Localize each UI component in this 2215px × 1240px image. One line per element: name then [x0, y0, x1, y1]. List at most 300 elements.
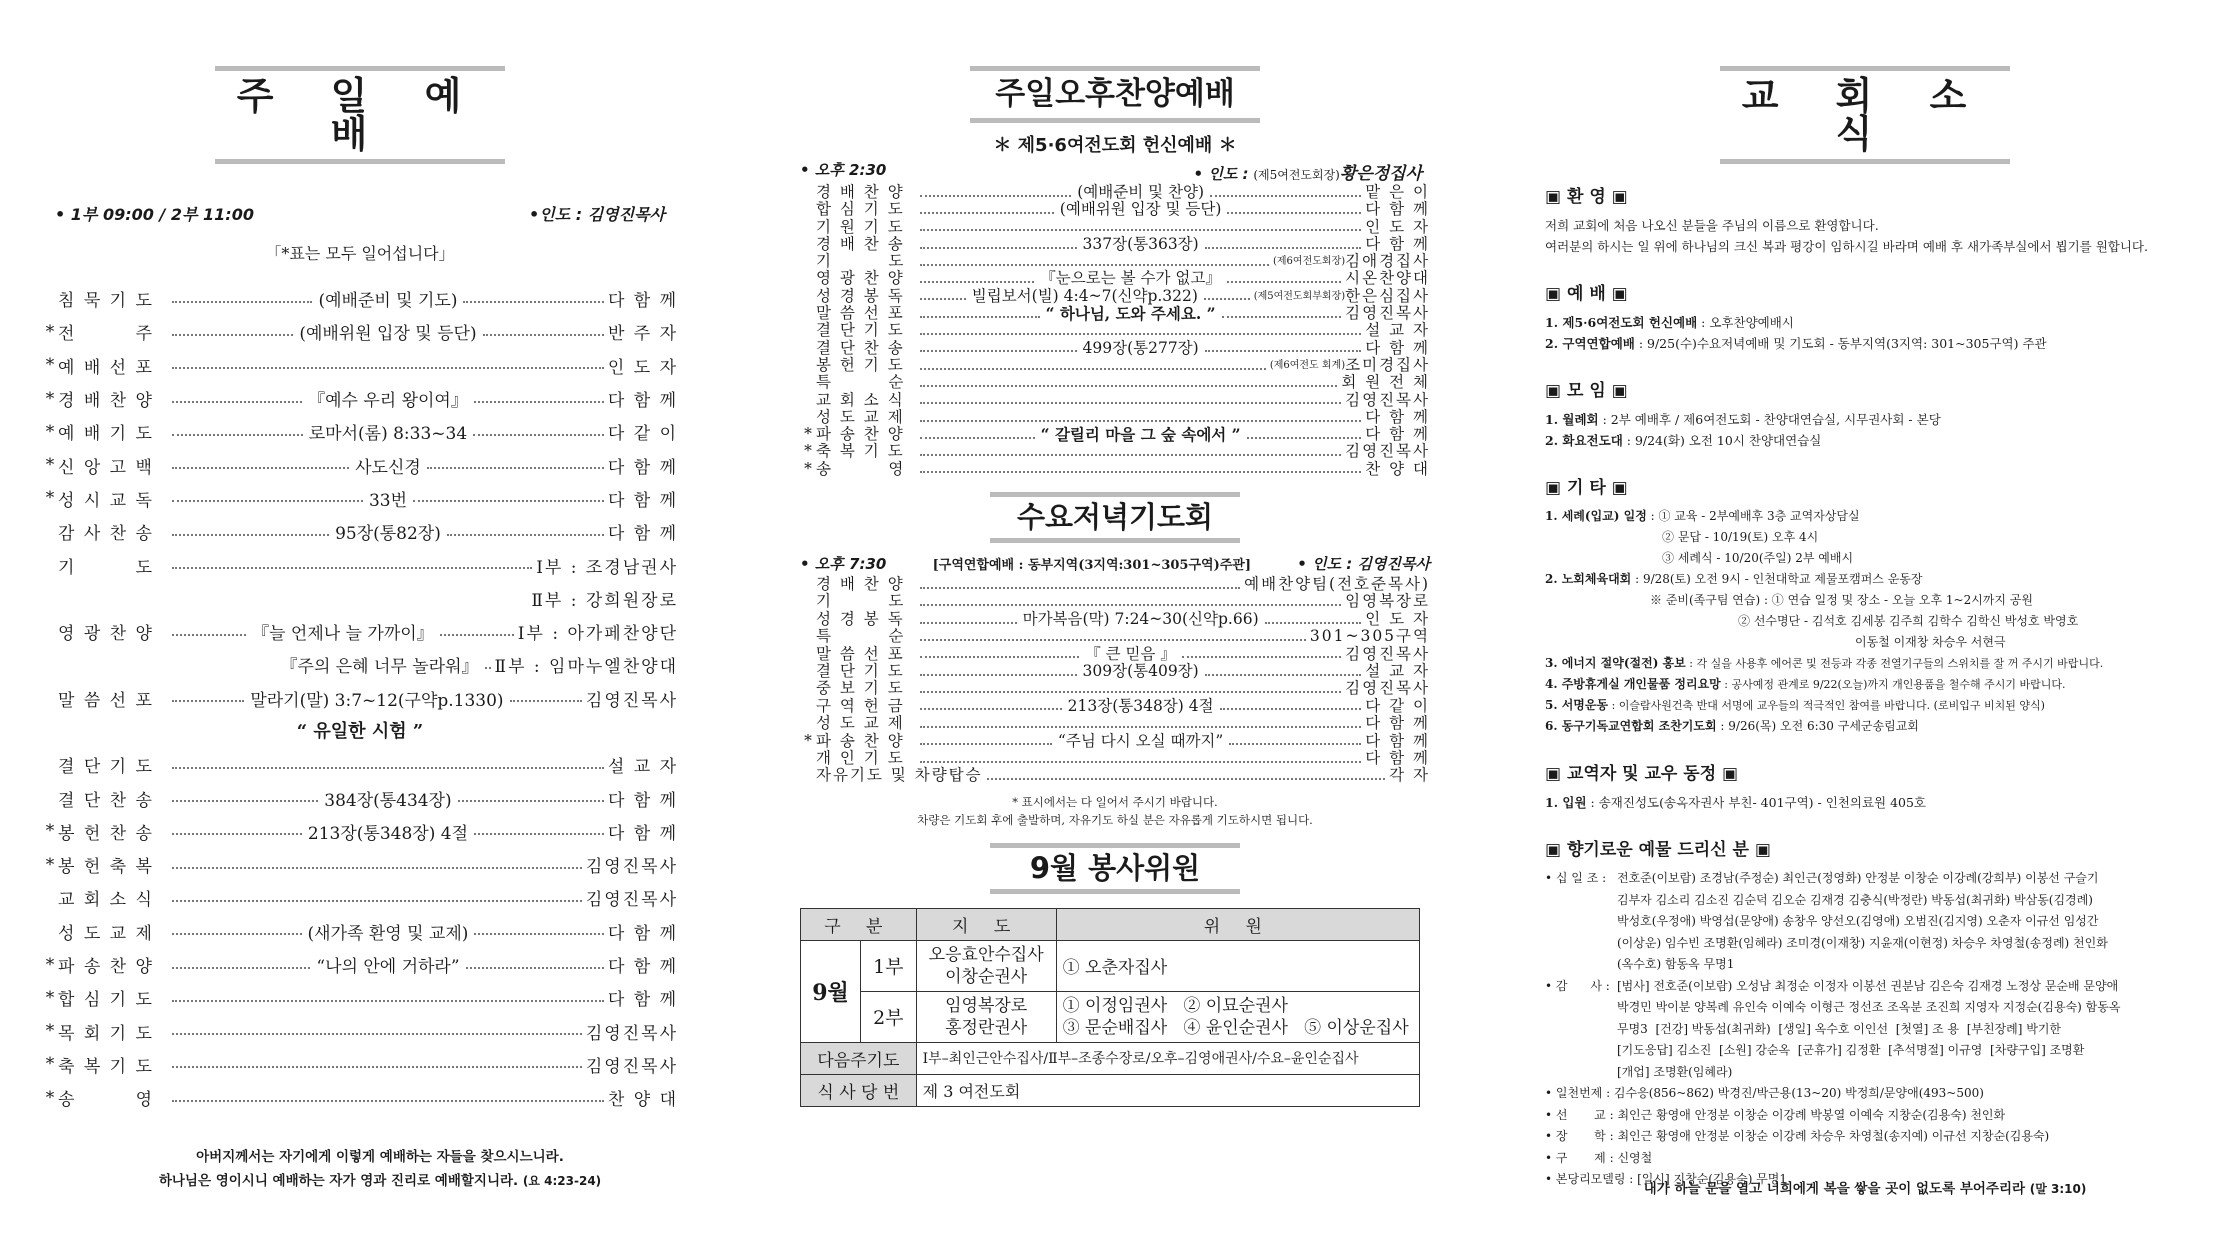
- vehicle-note: 차량은 기도회 후에 출발하며, 자유기도 하실 분은 자유롭게 기도하시면 됩니다.: [917, 812, 1313, 827]
- order-note: (제6여전도 회계): [1269, 359, 1346, 371]
- afternoon-worship-column: [800, 0, 1430, 1240]
- order-title: 기 도: [816, 252, 906, 271]
- order-detail: (예배위원 입장 및 등단): [1059, 200, 1222, 219]
- order-title: 말 씀 선 포: [816, 304, 905, 323]
- dot-leader: [172, 367, 604, 369]
- standing-mark: *: [45, 421, 55, 442]
- verse-line-2: 하나님은 영이시니 예배하는 자가 영과 진리로 예배할지니라.: [158, 1173, 519, 1189]
- order-detail: 213장(통348장) 4절: [1067, 696, 1214, 715]
- order-item: [800, 374, 1430, 391]
- order-title: 경 배 찬 양: [816, 183, 905, 201]
- dot-leader: [172, 301, 312, 303]
- tithe-group: [1545, 868, 2185, 976]
- order-person: 인 도 자: [607, 357, 678, 378]
- etc-item-3: [1545, 653, 2185, 674]
- order-title: 특 순: [816, 373, 906, 392]
- order-title: 기 도: [58, 557, 155, 578]
- order-title: 경 배 찬 송: [816, 234, 905, 253]
- order-item: [42, 981, 678, 1014]
- order-title: 결 단 기 도: [816, 662, 905, 680]
- dot-leader: [483, 334, 604, 336]
- dot-leader: [1227, 212, 1361, 214]
- standing-mark: *: [45, 388, 55, 409]
- order-note: (제5여전도회부회장): [1253, 290, 1346, 302]
- worship-item-2-text: : 9/25(수)수요저녁예배 및 기도회 - 동부지역(3지역: 301~305구역) 주관: [1634, 336, 2047, 351]
- order-detail: 빌립보서(빌) 4:4~7(신약p.322): [971, 286, 1198, 305]
- part2-cell: 2부: [861, 991, 917, 1042]
- order-item: [42, 1015, 678, 1048]
- order-detail: 337장(통363장): [1082, 234, 1199, 253]
- order-item: [800, 628, 1430, 645]
- order-detail: 『늘 언제나 늘 가까이』: [252, 624, 434, 645]
- wednesday-note: [구역연합예배 : 동부지역(3지역:301~305구역)주관]: [932, 558, 1252, 574]
- standing-mark: *: [45, 987, 55, 1008]
- order-item: [800, 409, 1430, 426]
- service-subtitle: ＊ 제5·6여전도회 헌신예배 ＊: [993, 135, 1237, 156]
- dot-leader: [172, 401, 302, 403]
- standing-mark: *: [45, 1087, 55, 1108]
- order-detail: 로마서(롬) 8:33~34: [308, 424, 468, 445]
- order-person: 임영복장로: [1345, 592, 1430, 611]
- etc-item-1-line-3: ③ 세례식 - 10/20(주일) 2부 예배시: [1662, 551, 1854, 565]
- order-title: 예 배 선 포: [58, 357, 154, 378]
- order-person: Ⅱ부 : 임마누엘찬양대: [494, 657, 678, 678]
- order-title: 영 광 찬 양: [816, 269, 905, 288]
- meeting-item-1-title: 1. 월례회: [1545, 412, 1599, 427]
- order-title: 축 복 기 도: [816, 442, 905, 461]
- order-person: 김영진목사: [1345, 304, 1430, 323]
- dot-leader: [172, 767, 604, 769]
- dot-leader: [172, 833, 302, 835]
- order-person: 다 함 께: [607, 490, 679, 511]
- dot-leader: [1227, 281, 1341, 283]
- order-person: 김영진목사: [585, 1023, 678, 1044]
- dot-leader: [920, 212, 1054, 214]
- order-person: 다 함 께: [1365, 714, 1430, 733]
- dot-leader: [920, 385, 1337, 387]
- dot-leader: [172, 1100, 604, 1102]
- worship-item-2-title: 2. 구역연합예배: [1545, 336, 1635, 351]
- dot-leader: [172, 967, 310, 969]
- order-detail: 『주의 은혜 너무 놀라워』: [280, 657, 479, 678]
- dot-leader: [920, 639, 1306, 641]
- welcome-heading: ▣ 환 영 ▣: [1545, 187, 1628, 207]
- order-item: [800, 767, 1430, 784]
- order-detail: 『예수 우리 왕이여』: [308, 391, 468, 412]
- order-item: [42, 848, 678, 881]
- order-person: 다 함 께: [607, 524, 678, 545]
- dot-leader: [920, 708, 1062, 710]
- next-prayer-value: Ⅰ부–최인근안수집사/Ⅱ부–조종수장로/오후–김영애권사/수요–윤인순집사: [916, 1042, 1419, 1074]
- closing-verse-ref: (말 3:10): [2029, 1182, 2087, 1196]
- dot-leader: [1210, 195, 1361, 197]
- standing-note: 「*표는 모두 일어섭니다」: [265, 244, 455, 263]
- afternoon-leader-org: (제5여전도회장): [1253, 168, 1340, 182]
- order-detail: 95장(통82장): [335, 524, 441, 545]
- dot-leader: [920, 350, 1077, 352]
- thanks-names: [1617, 976, 2120, 1084]
- table-row: [801, 1074, 1420, 1106]
- welcome-section: [1545, 215, 2185, 257]
- standing-mark: *: [45, 455, 55, 476]
- order-item: [800, 357, 1430, 374]
- order-title: 구 역 헌 금: [816, 696, 905, 715]
- order-item: [42, 349, 678, 382]
- dot-leader: [440, 634, 514, 636]
- wednesday-notes: [800, 793, 1430, 829]
- meeting-section: [1545, 409, 2185, 451]
- wednesday-time: • 오후 7:30: [800, 555, 887, 574]
- dot-leader: [920, 691, 1341, 693]
- order-item: [42, 615, 678, 648]
- order-person: Ⅰ부 : 아가페찬양단: [517, 624, 678, 645]
- order-title: 결 단 기 도: [58, 757, 154, 778]
- etc-item-1-line-2: ② 문답 - 10/19(토) 오후 4시: [1662, 530, 1819, 544]
- order-title: 파 송 찬 양: [816, 731, 905, 750]
- order-title: 송 영: [816, 459, 906, 478]
- service-info: [40, 202, 680, 225]
- dot-leader: [920, 761, 1361, 763]
- order-item: [800, 270, 1430, 287]
- order-title: 기 도: [816, 592, 906, 611]
- thanks-label: • 감 사 :: [1545, 978, 1610, 993]
- tithe-line-1: 전호준(이보람) 조경남(주정순) 최인근(정영화) 안정분 이창순 이강례(강희부) 이봉선 구슬기: [1617, 871, 2099, 885]
- meeting-item-2: [1545, 430, 2185, 451]
- order-person: 301~305구역: [1309, 627, 1430, 646]
- order-detail: (예배준비 및 기도): [318, 291, 458, 312]
- order-title: 개 인 기 도: [816, 748, 905, 767]
- etc-item-1: [1545, 506, 2185, 527]
- part1-members: ① 오춘자집사: [1056, 940, 1419, 991]
- afternoon-leader-label: • 인도 :: [1193, 165, 1249, 183]
- order-person: 설 교 자: [607, 757, 678, 778]
- scholarship-line: • 장 학 : 최인근 황영애 안정분 이창순 이강례 차승우 차영철(송지예) 이규선 지창순(김용숙): [1545, 1129, 2050, 1143]
- dot-leader: [1182, 656, 1341, 658]
- order-item: [42, 382, 678, 415]
- sermon-title: “ 유일한 시험 ”: [296, 720, 424, 742]
- dot-leader: [920, 195, 1071, 197]
- order-title: 전 주: [58, 324, 155, 345]
- order-detail: 『눈으로는 볼 수가 없고』: [1040, 269, 1221, 288]
- order-title: 봉 헌 기 도: [816, 355, 905, 374]
- standing-mark: *: [45, 488, 55, 509]
- part2-leader-a: 임영복장로: [945, 995, 1028, 1016]
- order-person: Ⅰ부 : 조경남권사: [536, 557, 678, 578]
- header-division: 구 분: [801, 908, 917, 940]
- part1-leaders: [916, 940, 1056, 991]
- dot-leader: [485, 667, 491, 669]
- tithe-line-4: (이상운) 임수빈 조명환(임혜라) 조미경(이재창) 지윤재(이현정) 차승우 차영철(송정례) 천인화: [1617, 935, 2108, 950]
- order-detail: 499장(통277장): [1082, 338, 1199, 357]
- dot-leader: [172, 1066, 582, 1068]
- order-detail: “ 갈릴리 마을 그 숲 속에서 ”: [1040, 425, 1241, 445]
- etc-item-2-text: : 9/28(토) 오전 9시 - 인천대학교 제물포캠퍼스 운동장: [1631, 572, 1923, 586]
- closing-verse-text: 내가 하늘 문을 열고 너희에게 복을 쌓을 곳이 없도록 부어주리라: [1643, 1181, 2026, 1197]
- dot-leader: [920, 247, 1077, 249]
- meeting-item-2-title: 2. 화요전도대: [1545, 433, 1623, 448]
- dot-leader: [458, 800, 604, 802]
- dot-leader: [920, 316, 1040, 318]
- meeting-item-2-text: : 9/24(화) 오전 10시 찬양대연습실: [1622, 433, 1822, 448]
- order-item: [800, 663, 1430, 680]
- meal-duty-label: 식 사 당 번: [801, 1074, 917, 1106]
- etc-item-6-title: 6. 동구기독교연합회 조찬기도회: [1545, 719, 1717, 733]
- dot-leader: [172, 800, 318, 802]
- afternoon-leader-name: 황은정집사: [1339, 164, 1422, 184]
- order-title: 신 앙 고 백: [58, 457, 154, 478]
- sunday-worship-column: [40, 0, 680, 1240]
- order-item: [800, 201, 1430, 218]
- worship-item-1: [1545, 312, 2185, 333]
- order-item: [42, 448, 678, 481]
- order-title: 기 원 기 도: [816, 217, 905, 236]
- standing-mark: *: [804, 425, 812, 444]
- order-title: 교 회 소 식: [816, 390, 905, 409]
- order-item: [800, 288, 1430, 305]
- order-title: 교 회 소 식: [58, 890, 154, 911]
- worship-heading: ▣ 예 배 ▣: [1545, 284, 1628, 304]
- news-item-1-text: : 송재진성도(송옥자권사 부친- 401구역) - 인천의료원 405호: [1586, 795, 1927, 810]
- standing-note-2: * 표시에서는 다 일어서 주시기 바랍니다.: [1012, 794, 1218, 809]
- thanks-line-2: 박경민 박이분 양복례 유인숙 이예숙 이형근 정선조 조옥분 조진희 지영자 지정순(김용숙) 함동옥: [1617, 1000, 2121, 1014]
- order-title: 성 도 교 제: [816, 714, 905, 733]
- order-title: 경 배 찬 양: [58, 391, 154, 412]
- order-item: [800, 392, 1430, 409]
- order-detail: 『 큰 믿음 』: [1085, 644, 1176, 663]
- dot-leader: [920, 368, 1266, 370]
- dot-leader: [920, 656, 1079, 658]
- tithe-names: [1617, 868, 2108, 976]
- order-title: 말 씀 선 포: [58, 690, 154, 711]
- order-person: 다 함 께: [607, 957, 679, 978]
- etc-item-6-text: : 9/26(목) 오전 6:30 구세군송림교회: [1716, 719, 1919, 733]
- afternoon-info: [800, 159, 1430, 184]
- order-detail: 309장(통409장): [1082, 662, 1199, 680]
- dot-leader: [172, 434, 303, 436]
- dot-leader: [172, 933, 302, 935]
- order-title: 말 씀 선 포: [816, 644, 905, 663]
- order-person: 반 주 자: [607, 324, 679, 345]
- order-item: [42, 582, 678, 615]
- etc-item-3-text: : 각 실을 사용후 에어콘 및 전등과 각종 전열기구들의 스위치를 잘 꺼 주시기 바랍니다.: [1685, 657, 2104, 670]
- order-item: [42, 682, 678, 715]
- dot-leader: [474, 833, 604, 835]
- dot-leader: [172, 900, 582, 902]
- part2-members: [1056, 991, 1419, 1042]
- order-item: [42, 881, 678, 914]
- news-section: [1545, 792, 2185, 813]
- dot-leader: [920, 604, 1341, 606]
- standing-mark: *: [45, 954, 55, 975]
- next-prayer-label: 다음주기도: [801, 1042, 917, 1074]
- order-item: [800, 322, 1430, 339]
- part2-leader-b: 홍정란권사: [945, 1017, 1028, 1038]
- order-item: [800, 733, 1430, 750]
- header-members: 위 원: [1056, 908, 1419, 940]
- etc-item-5-title: 5. 서명운동: [1545, 698, 1609, 712]
- welcome-line-1: 저희 교회에 처음 나오신 분들을 주님의 이름으로 환영합니다.: [1545, 218, 1879, 233]
- dot-leader: [172, 867, 582, 869]
- dot-leader: [474, 933, 604, 935]
- etc-item-2: [1545, 569, 2185, 590]
- worship-item-1-title: 1. 제5·6여전도회 헌신예배: [1545, 315, 1698, 330]
- order-detail: 33번: [368, 490, 407, 511]
- dot-leader: [1265, 622, 1362, 624]
- dot-leader: [1205, 674, 1362, 676]
- etc-item-4-text: : 공사예정 관계로 9/22(오늘)까지 개인용품을 철수해 주시기 바랍니다.: [1720, 678, 2066, 691]
- part2-members-line-2: ③ 문순배집사 ④ 윤인순권사 ⑤ 이상운집사: [1062, 1017, 1409, 1038]
- order-detail: (새가족 환영 및 교제): [307, 923, 469, 944]
- order-item: [800, 426, 1430, 443]
- order-title: 성 도 교 제: [816, 407, 905, 426]
- order-person: 다 함 께: [1365, 407, 1430, 426]
- order-person: 다 함 께: [607, 823, 678, 844]
- etc-item-6: [1545, 716, 2185, 737]
- order-title: 침 묵 기 도: [58, 291, 154, 312]
- dot-leader: [172, 334, 293, 336]
- order-item: [800, 236, 1430, 253]
- thanks-group: [1545, 976, 2185, 1084]
- worship-item-1-text: : 오후찬양예배시: [1697, 315, 1794, 330]
- dot-leader: [463, 301, 603, 303]
- month-cell: 9월: [801, 940, 861, 1042]
- order-title: 성 도 교 제: [58, 923, 154, 944]
- remodeling-line: • 본당리모델링 : [일시] 지창순(김용숙) 무명1: [1545, 1172, 1788, 1186]
- order-person: 다 함 께: [607, 790, 679, 811]
- order-title: 성 시 교 독: [58, 490, 154, 511]
- order-person: 다 함 께: [607, 391, 678, 412]
- order-person: 찬 양 대: [607, 1090, 678, 1111]
- order-detail: (예배준비 및 찬양): [1077, 183, 1204, 201]
- order-item: [42, 815, 678, 848]
- burnt-offering-line: • 일천번제 : 김수응(856~862) 박경진/박근용(13~20) 박정희/문양애(493~500): [1545, 1086, 1984, 1100]
- standing-mark: *: [804, 459, 812, 478]
- dot-leader: [920, 743, 1052, 745]
- tithe-line-3: 박성호(우정애) 박영섭(문양애) 송창우 양선오(김영애) 오범진(김지영) 오춘자 이규선 임성간: [1617, 914, 2099, 928]
- order-title: 목 회 기 도: [58, 1023, 154, 1044]
- order-item: [42, 781, 678, 814]
- thanks-line-4: [기도응답] 김소진 [소원] 강순옥 [군휴가] 김정환 [추석명절] 이규영 [차량구입] 조명환: [1617, 1043, 2085, 1057]
- order-item: [800, 443, 1430, 460]
- wednesday-order-list: [800, 576, 1430, 785]
- order-detail: 마가복음(막) 7:24~30(신약p.66): [1022, 609, 1259, 628]
- order-person: 다 함 께: [607, 291, 679, 312]
- order-title: 예 배 기 도: [58, 424, 154, 445]
- volunteers-table: [800, 908, 1420, 1107]
- dot-leader: [172, 1000, 604, 1002]
- worship-item-2: [1545, 333, 2185, 354]
- etc-item-3-title: 3. 에너지 절약(절전) 홍보: [1545, 656, 1686, 670]
- etc-item-5-text: : 이슬람사원건축 반대 서명에 교우들의 적극적인 참여를 바랍니다. (로비입구 비치된 양식): [1608, 699, 2045, 712]
- order-item: [800, 576, 1430, 593]
- dot-leader: [1222, 316, 1342, 318]
- order-item: [42, 315, 678, 348]
- table-row: [801, 991, 1420, 1042]
- dot-leader: [920, 333, 1361, 335]
- order-person: 김영진목사: [1345, 390, 1430, 409]
- dot-leader: [920, 622, 1017, 624]
- order-person: 시온찬양대: [1345, 269, 1431, 288]
- order-person: 인 도 자: [1365, 217, 1430, 236]
- order-detail: “나의 안에 거하라”: [316, 957, 460, 978]
- dot-leader: [920, 471, 1361, 473]
- order-title: 축 복 기 도: [58, 1056, 154, 1077]
- standing-mark: *: [45, 355, 55, 376]
- dot-leader: [920, 674, 1077, 676]
- wednesday-leader: • 인도 : 김영진목사: [1297, 555, 1430, 574]
- order-item: [800, 646, 1430, 663]
- afternoon-order-list: [800, 184, 1430, 478]
- order-note: (제6여전도회장): [1273, 256, 1346, 268]
- part1-cell: 1부: [861, 940, 917, 991]
- order-title: 경 배 찬 양: [816, 575, 905, 594]
- dot-leader: [172, 534, 329, 536]
- meal-duty-value: 제 3 여전도회: [916, 1074, 1419, 1106]
- meeting-item-1-text: : 2부 예배후 / 제6여전도회 - 찬양대연습실, 시무권사회 - 본당: [1598, 412, 1941, 427]
- mission-line: • 선 교 : 최인근 황영애 안정분 이창순 이강례 박봉열 이예숙 지창순(김용숙) 천인화: [1545, 1107, 2006, 1122]
- order-person: 김영진목사: [1345, 442, 1430, 461]
- order-item: [800, 461, 1430, 478]
- order-title: 자유기도 및 차량탑승: [816, 766, 983, 785]
- dot-leader: [1229, 743, 1361, 745]
- etc-item-2-line-4: 이동철 이재창 차승우 서현극: [1855, 635, 2006, 649]
- order-person: 김영진목사: [1345, 644, 1431, 663]
- order-title: 영 광 찬 양: [58, 624, 154, 645]
- order-person: 설 교 자: [1365, 321, 1430, 340]
- dot-leader: [920, 587, 1240, 589]
- order-title: 중 보 기 도: [816, 679, 905, 698]
- order-person: 다 함 께: [1365, 748, 1430, 767]
- order-title: 파 송 찬 양: [816, 425, 905, 444]
- order-title: 감 사 찬 송: [58, 524, 154, 545]
- order-title: 합 심 기 도: [58, 990, 154, 1011]
- order-person: 다 함 께: [1365, 731, 1431, 750]
- dot-leader: [1204, 298, 1250, 300]
- order-item: [800, 611, 1430, 628]
- order-item: [42, 482, 678, 515]
- table-header-row: [801, 908, 1420, 940]
- etc-item-4: [1545, 674, 2185, 695]
- order-item: [42, 548, 678, 581]
- order-person: 인 도 자: [1365, 609, 1430, 628]
- order-detail: 사도신경: [355, 457, 421, 478]
- dot-leader: [447, 534, 604, 536]
- church-news-column: [1545, 0, 2185, 1240]
- verse-line-1: 아버지께서는 자기에게 이렇게 예배하는 자들을 찾으시느니라.: [196, 1149, 564, 1165]
- order-item: [800, 698, 1430, 715]
- dot-leader: [920, 229, 1361, 231]
- sunday-worship-title: 주 일 예 배: [215, 66, 505, 164]
- order-person: 맡 은 이: [1365, 183, 1431, 201]
- dot-leader: [172, 467, 349, 469]
- service-leader: •인도 : 김영진목사: [529, 205, 665, 224]
- order-item: [42, 648, 678, 681]
- dot-leader: [920, 264, 1269, 266]
- order-title: 송 영: [58, 1090, 155, 1111]
- order-person: 다 같 이: [607, 424, 678, 445]
- offering-heading: ▣ 향기로운 예물 드리신 분 ▣: [1545, 840, 1771, 860]
- order-person: 찬 양 대: [1365, 459, 1430, 478]
- afternoon-time: • 오후 2:30: [800, 161, 887, 179]
- thanks-line-5: [개업] 조명환(임혜라): [1617, 1064, 1733, 1079]
- news-heading: ▣ 교역자 및 교우 동정 ▣: [1545, 764, 1739, 784]
- verse-ref: (요 4:23-24): [522, 1174, 602, 1188]
- dot-leader: [172, 1033, 582, 1035]
- etc-item-5: [1545, 695, 2185, 716]
- dot-leader: [172, 700, 244, 702]
- order-item: [800, 340, 1430, 357]
- order-person: 다 함 께: [1365, 234, 1430, 253]
